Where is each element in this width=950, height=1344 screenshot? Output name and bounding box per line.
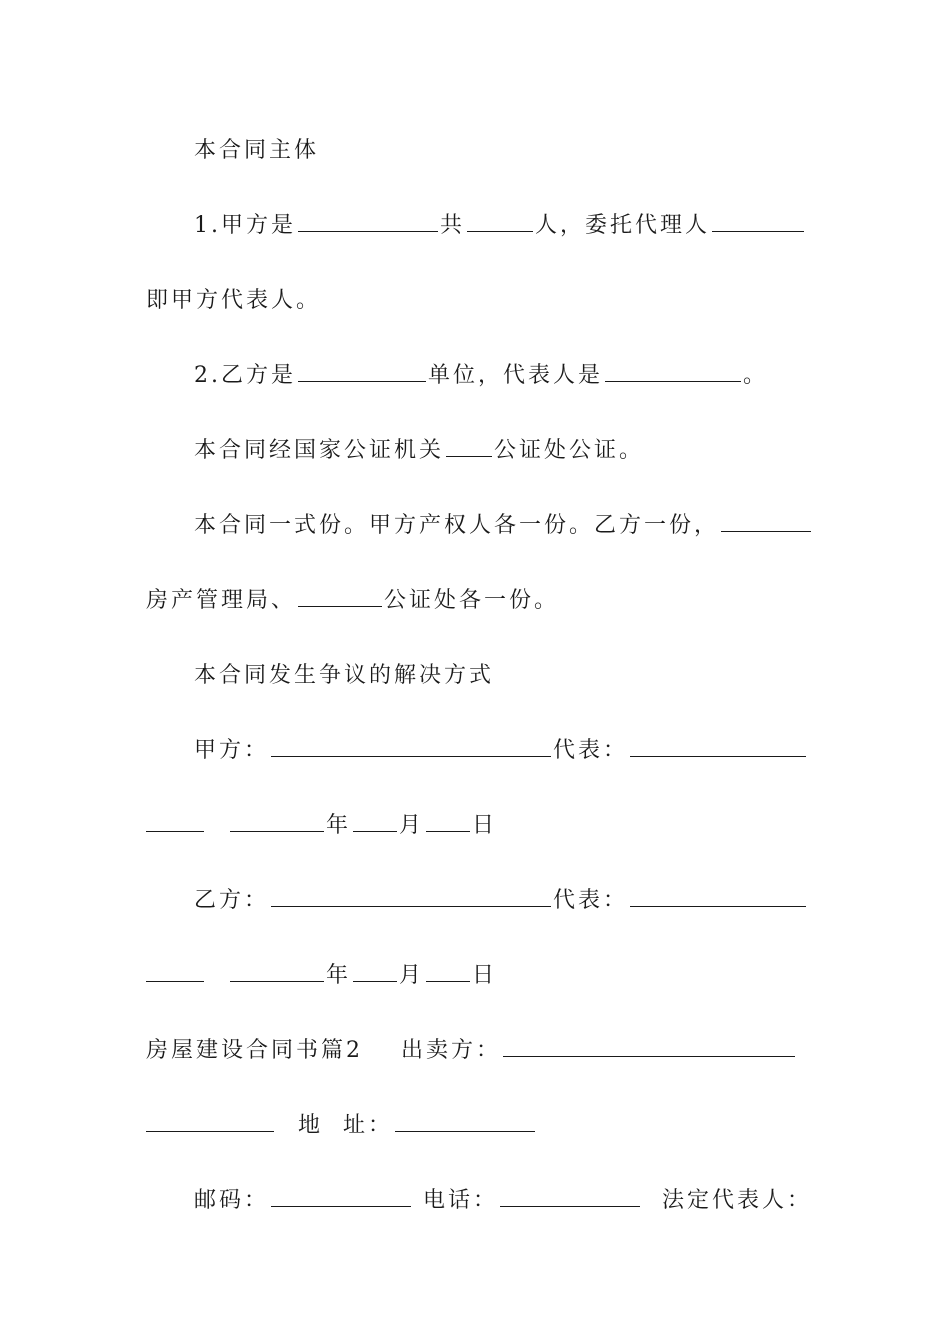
- party-a-day-blank: [426, 813, 470, 832]
- party-b-label: 2.乙方是: [194, 363, 296, 388]
- housing-bureau-text: 房产管理局、: [146, 588, 297, 613]
- phone-blank: [500, 1188, 640, 1207]
- dispute-heading: [146, 661, 806, 691]
- postcode-blank: [271, 1188, 411, 1207]
- section-title-part2: 房屋建设合同书篇2: [146, 1038, 363, 1063]
- phone-label: 电话：: [423, 1188, 499, 1213]
- year-label: 年: [326, 813, 352, 838]
- party-a-sign-blank: [271, 738, 551, 757]
- each-copy-text: 公证处各一份。: [384, 588, 560, 613]
- party-b-rep-label: 代表：: [553, 888, 629, 913]
- seller-blank: [503, 1038, 795, 1057]
- day-label: 日: [472, 963, 498, 988]
- party-b-sign-label: 乙方：: [194, 888, 270, 913]
- address-blank: [395, 1113, 535, 1132]
- party-a-blank: [298, 213, 438, 232]
- party-b-date-line: [146, 961, 806, 991]
- rep-blank: [605, 363, 741, 382]
- unit-rep-label: 单位，代表人是: [428, 363, 604, 388]
- party-b-line: [146, 361, 806, 391]
- party-b-year-blank: [230, 963, 324, 982]
- party-a-extra-blank: [146, 813, 204, 832]
- notary-line: [146, 436, 806, 466]
- party-a-line: [146, 211, 806, 241]
- seller-label: 出卖方：: [401, 1038, 502, 1063]
- dispute-text: 本合同发生争议的解决方式: [194, 663, 495, 688]
- party-a-date-line: [146, 811, 806, 841]
- party-b-blank: [298, 363, 426, 382]
- party-a-label: 1.甲方是: [194, 213, 296, 238]
- postcode-label: 邮码：: [194, 1188, 270, 1213]
- contact-line: [146, 1186, 813, 1216]
- heading-text: 本合同主体: [194, 138, 320, 163]
- party-b-month-blank: [353, 963, 397, 982]
- total-label: 共: [440, 213, 466, 238]
- notary-blank: [446, 438, 492, 457]
- year-label: 年: [326, 963, 352, 988]
- copies-line-2: [146, 586, 806, 616]
- seller-line: [146, 1036, 806, 1066]
- agent-label: 人，委托代理人: [535, 213, 711, 238]
- party-a-sign-label: 甲方：: [194, 738, 270, 763]
- notary-office-text: 公证处公证。: [494, 438, 645, 463]
- count-blank: [467, 213, 533, 232]
- month-label: 月: [399, 963, 425, 988]
- agent-blank: [712, 213, 804, 232]
- party-b-day-blank: [426, 963, 470, 982]
- legal-rep-label: 法定代表人：: [662, 1188, 813, 1213]
- day-label: 日: [472, 813, 498, 838]
- party-b-sign-blank: [271, 888, 551, 907]
- party-a-year-blank: [230, 813, 324, 832]
- party-a-month-blank: [353, 813, 397, 832]
- copies-text: 本合同一式份。甲方产权人各一份。乙方一份，: [194, 513, 720, 538]
- party-a-rep-line: [146, 286, 806, 316]
- party-a-rep-text: 即甲方代表人。: [146, 288, 322, 313]
- party-b-extra-blank: [146, 963, 204, 982]
- period: 。: [743, 363, 769, 388]
- seller-extra-blank: [146, 1113, 274, 1132]
- copies-line: [146, 511, 806, 541]
- section-heading-parties: [146, 136, 806, 166]
- address-label: 地 址：: [298, 1113, 393, 1138]
- notary-label: 本合同经国家公证机关: [194, 438, 445, 463]
- address-line: [146, 1111, 806, 1141]
- month-label: 月: [399, 813, 425, 838]
- party-a-rep-blank: [630, 738, 806, 757]
- copies-blank: [721, 513, 811, 532]
- party-a-sign-line: [146, 736, 806, 766]
- party-b-rep-blank: [630, 888, 806, 907]
- party-b-sign-line: [146, 886, 806, 916]
- party-a-rep-label: 代表：: [553, 738, 629, 763]
- notary-office-blank: [298, 588, 382, 607]
